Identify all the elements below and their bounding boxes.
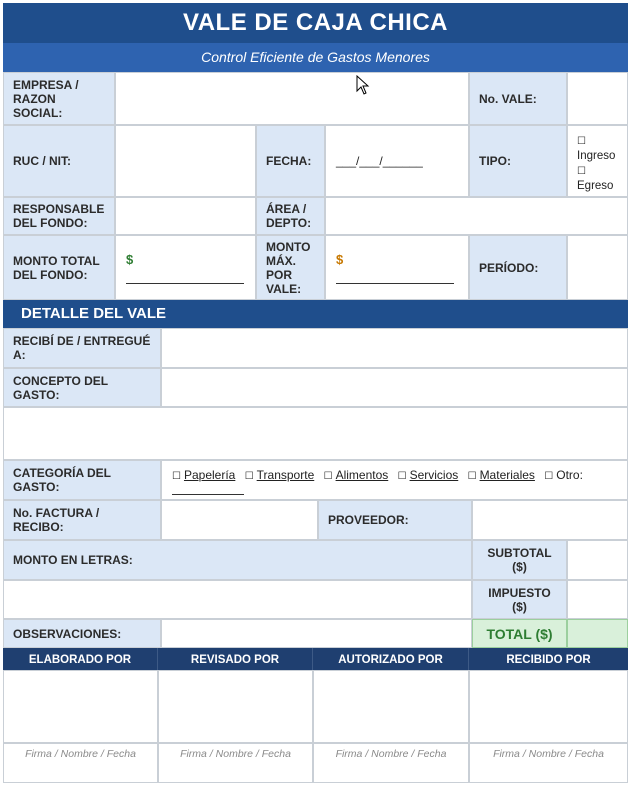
- categoria-papeleria[interactable]: [172, 468, 241, 482]
- factura-label: [3, 500, 161, 540]
- empresa-label-line1: EMPRESA /: [13, 77, 79, 92]
- proveedor-label: PROVEEDOR:: [318, 500, 472, 540]
- concepto-field[interactable]: [161, 368, 628, 407]
- subtotal-label-line1: SUBTOTAL: [487, 546, 552, 560]
- total-label: TOTAL ($): [472, 619, 567, 648]
- monto-total-label-line2: DEL FONDO:: [13, 267, 88, 282]
- checkbox-icon: ☐: [172, 471, 181, 482]
- categoria-materiales[interactable]: [468, 468, 541, 482]
- factura-label-line2: RECIBO:: [13, 520, 64, 534]
- categoria-otro-label: Otro:: [556, 468, 583, 482]
- fecha-field[interactable]: [325, 125, 469, 197]
- impuesto-label-line2: ($): [512, 599, 527, 614]
- detalle-section-title: DETALLE DEL VALE: [3, 300, 628, 328]
- factura-field[interactable]: [161, 500, 318, 540]
- checkbox-icon: ☐: [577, 136, 586, 147]
- tipo-options: [567, 125, 628, 197]
- checkbox-icon: ☐: [577, 166, 586, 177]
- sig-box-autorizado[interactable]: [313, 670, 469, 743]
- checkbox-icon: ☐: [323, 471, 333, 482]
- observaciones-field[interactable]: [161, 619, 472, 648]
- total-field[interactable]: [567, 619, 628, 648]
- form-title: VALE DE CAJA CHICA: [3, 3, 628, 43]
- responsable-label: [3, 197, 115, 235]
- sig-box-recibido[interactable]: [469, 670, 628, 743]
- tipo-egreso-label: Egreso: [577, 180, 614, 192]
- sig-box-revisado[interactable]: [158, 670, 313, 743]
- proveedor-field[interactable]: [472, 500, 628, 540]
- monto-max-label-line1: MONTO: [266, 239, 311, 254]
- responsable-label-line2: DEL FONDO:: [13, 216, 88, 230]
- empresa-field[interactable]: [115, 72, 469, 125]
- categoria-transporte-label: Transporte: [256, 468, 315, 482]
- sig-box-elaborado[interactable]: [3, 670, 158, 743]
- impuesto-label: [472, 580, 567, 619]
- observaciones-label: OBSERVACIONES:: [3, 619, 161, 648]
- tipo-label: TIPO:: [469, 125, 567, 197]
- recibi-label-line2: A:: [13, 348, 26, 362]
- categoria-papeleria-label: Papelería: [183, 468, 236, 482]
- no-vale-label: No. VALE:: [469, 72, 567, 125]
- monto-total-underline: [126, 283, 244, 284]
- categoria-label-line2: GASTO:: [13, 480, 60, 494]
- concepto-label-line2: GASTO:: [13, 387, 60, 402]
- area-label-line1: ÁREA /: [266, 202, 307, 216]
- area-field[interactable]: [325, 197, 628, 235]
- impuesto-label-line1: IMPUESTO: [488, 585, 551, 600]
- categoria-servicios[interactable]: [398, 468, 465, 482]
- categoria-alimentos[interactable]: [324, 468, 395, 482]
- dollar-icon: $: [126, 252, 134, 267]
- monto-max-label: [256, 235, 325, 300]
- subtotal-label-line2: ($): [512, 560, 527, 574]
- monto-total-label-line1: MONTO TOTAL: [13, 253, 100, 268]
- categoria-options: [161, 460, 628, 500]
- tipo-egreso-checkbox[interactable]: [577, 164, 627, 179]
- sig-head-autorizado: AUTORIZADO POR: [313, 648, 469, 670]
- categoria-label: [3, 460, 161, 500]
- monto-max-label-line2: MÁX.: [266, 253, 296, 268]
- sig-caption-autorizado: Firma / Nombre / Fecha: [313, 743, 469, 783]
- sig-head-recibido: RECIBIDO POR: [469, 648, 628, 670]
- ruc-field[interactable]: [115, 125, 256, 197]
- monto-total-label: [3, 235, 115, 300]
- categoria-servicios-label: Servicios: [409, 468, 459, 482]
- mouse-cursor-icon: [356, 75, 370, 95]
- sig-caption-elaborado: Firma / Nombre / Fecha: [3, 743, 158, 783]
- area-label-line2: DEPTO:: [266, 216, 312, 230]
- petty-cash-voucher: [3, 3, 628, 783]
- subtotal-label: [472, 540, 567, 580]
- monto-letras-label: MONTO EN LETRAS:: [3, 540, 472, 580]
- checkbox-icon: ☐: [397, 471, 407, 482]
- periodo-field[interactable]: [567, 235, 628, 300]
- ruc-label: RUC / NIT:: [3, 125, 115, 197]
- concepto-label: [3, 368, 161, 407]
- categoria-transporte[interactable]: [245, 468, 321, 482]
- recibi-label: [3, 328, 161, 368]
- concepto-extra-field[interactable]: [3, 407, 628, 460]
- responsable-label-line1: RESPONSABLE: [13, 202, 105, 216]
- sig-head-elaborado: ELABORADO POR: [3, 648, 158, 670]
- concepto-label-line1: CONCEPTO DEL: [13, 373, 109, 388]
- checkbox-icon: ☐: [544, 471, 554, 482]
- monto-max-underline: [336, 283, 454, 284]
- area-label: [256, 197, 325, 235]
- categoria-otro[interactable]: [544, 468, 583, 482]
- checkbox-icon: ☐: [467, 471, 477, 482]
- form-subtitle: Control Eficiente de Gastos Menores: [3, 43, 628, 72]
- empresa-label-line2: RAZON: [13, 91, 56, 106]
- monto-max-label-line3: POR: [266, 267, 293, 282]
- empresa-label: [3, 72, 115, 125]
- no-vale-field[interactable]: [567, 72, 628, 125]
- categoria-materiales-label: Materiales: [479, 468, 535, 482]
- checkbox-icon: ☐: [244, 471, 254, 482]
- tipo-ingreso-checkbox[interactable]: [577, 134, 627, 149]
- monto-max-label-line4: VALE:: [266, 281, 302, 296]
- empresa-label-line3: SOCIAL:: [13, 105, 63, 120]
- sig-caption-recibido: Firma / Nombre / Fecha: [469, 743, 628, 783]
- monto-total-field[interactable]: [115, 235, 256, 300]
- sig-caption-revisado: Firma / Nombre / Fecha: [158, 743, 313, 783]
- otro-underline: [172, 494, 244, 495]
- categoria-label-line1: CATEGORÍA DEL: [13, 466, 111, 480]
- subtotal-field[interactable]: [567, 540, 628, 580]
- monto-max-field[interactable]: [325, 235, 469, 300]
- categoria-alimentos-label: Alimentos: [335, 468, 389, 482]
- recibi-field[interactable]: [161, 328, 628, 368]
- tipo-ingreso-label: Ingreso: [577, 150, 616, 162]
- impuesto-field[interactable]: [567, 580, 628, 619]
- factura-label-line1: No. FACTURA /: [13, 506, 100, 520]
- monto-letras-field[interactable]: [3, 580, 472, 619]
- sig-head-revisado: REVISADO POR: [158, 648, 313, 670]
- fecha-label: FECHA:: [256, 125, 325, 197]
- fecha-value: ___/___/______: [336, 154, 423, 168]
- dollar-icon: $: [336, 252, 344, 267]
- responsable-field[interactable]: [115, 197, 256, 235]
- periodo-label: PERÍODO:: [469, 235, 567, 300]
- recibi-label-line1: RECIBÍ DE / ENTREGUÉ: [13, 334, 151, 348]
